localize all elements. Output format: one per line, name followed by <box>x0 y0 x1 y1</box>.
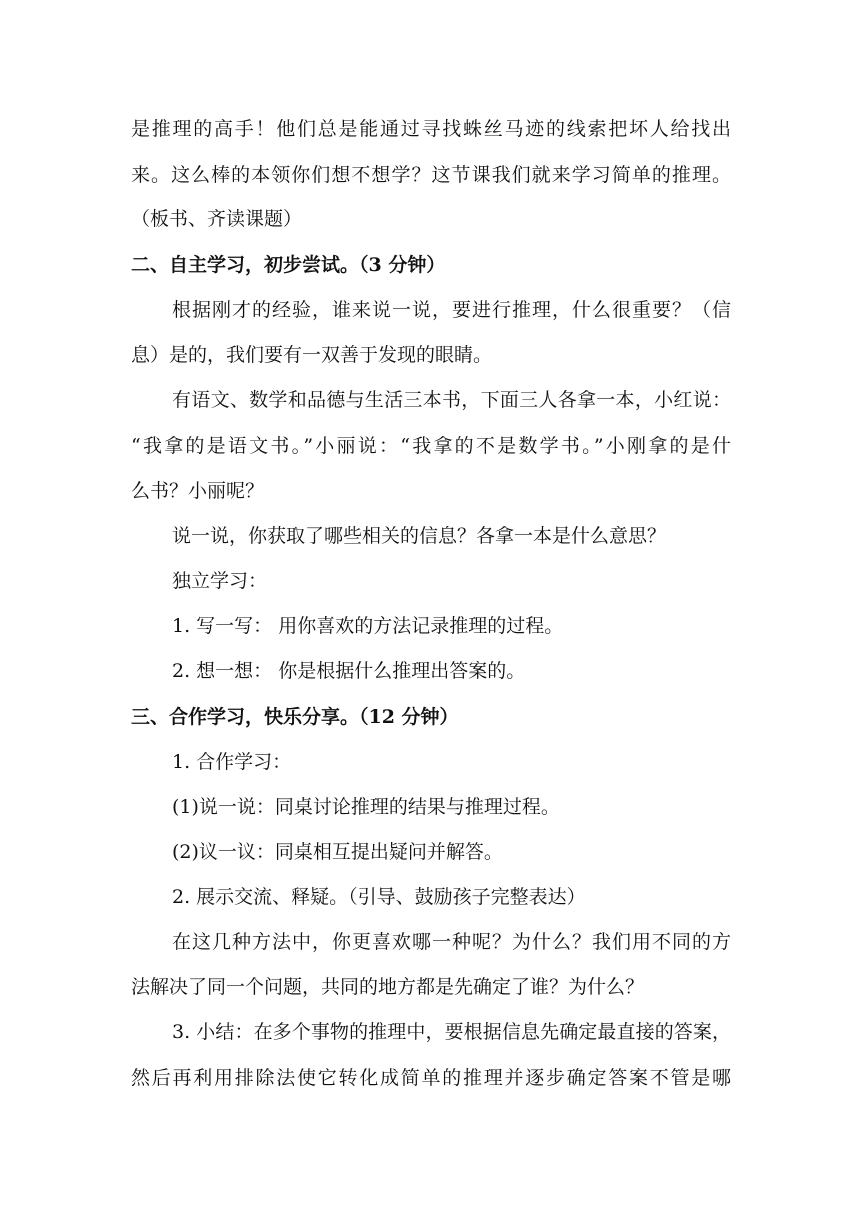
paragraph-line: 来。这么棒的本领你们想不想学？这节课我们就来学习简单的推理。 <box>131 164 731 186</box>
list-item: 1. 合作学习： <box>172 751 292 773</box>
list-item: (1)说一说：同桌讨论推理的结果与推理过程。 <box>172 796 560 818</box>
list-item: 2. 展示交流、释疑。（引导、鼓励孩子完整表达） <box>172 886 586 908</box>
paragraph-line: 法解决了同一个问题，共同的地方都是先确定了谁？为什么？ <box>131 976 645 998</box>
paragraph-line: 是推理的高手！他们总是能通过寻找蛛丝马迹的线索把坏人给找出 <box>131 118 731 140</box>
paragraph-line: 有语文、数学和品德与生活三本书，下面三人各拿一本，小红说： <box>172 389 731 411</box>
section-heading: 三、合作学习，快乐分享。（12 分钟） <box>131 706 459 728</box>
paragraph-line: 在这几种方法中，你更喜欢哪一种呢？为什么？我们用不同的方 <box>172 931 731 953</box>
paragraph-line: 息）是的，我们要有一双善于发现的眼睛。 <box>131 344 493 366</box>
paragraph-line: 么书？小丽呢？ <box>131 480 265 502</box>
list-item: (2)议一议：同桌相互提出疑问并解答。 <box>172 841 503 863</box>
paragraph-line: 说一说，你获取了哪些相关的信息？各拿一本是什么意思？ <box>172 525 667 547</box>
paragraph-line: （板书、齐读课题） <box>131 208 303 230</box>
list-item: 1. 写一写： 用你喜欢的方法记录推理的过程。 <box>172 615 564 637</box>
paragraph-line: “我拿的是语文书。”小丽说：“我拿的不是数学书。”小刚拿的是什 <box>131 435 731 457</box>
paragraph-line: 根据刚才的经验，谁来说一说，要进行推理，什么很重要？（信 <box>172 299 731 321</box>
section-heading: 二、自主学习，初步尝试。（3 分钟） <box>131 254 446 276</box>
paragraph-line: 独立学习： <box>172 570 268 592</box>
list-item: 2. 想一想： 你是根据什么推理出答案的。 <box>172 660 526 682</box>
paragraph-line: 3. 小结：在多个事物的推理中，要根据信息先确定最直接的答案， <box>172 1021 731 1043</box>
paragraph-line: 然后再利用排除法使它转化成简单的推理并逐步确定答案不管是哪 <box>131 1067 731 1089</box>
